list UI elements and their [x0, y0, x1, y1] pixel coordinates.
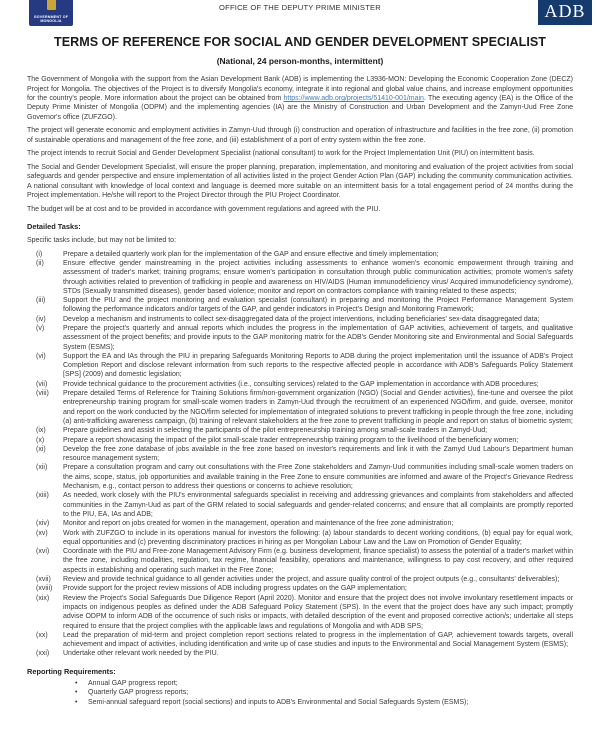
gov-logo-text-line2: MONGOLIA — [40, 19, 62, 24]
task-roman-numeral: (v) — [36, 325, 45, 332]
task-text: Work with ZUFZGO to include in its operations manual for investors the following: (a) labour standards to decent working conditions, (b) equal pay for equal work, equal opportunities and (c) preventing discriminatory practices in hiring as per Mongolian Labour Law and the Law on Promotion of Gender Equality; — [63, 529, 573, 546]
task-item — [27, 250, 573, 259]
intro-p1-text-after-link: . The executing agency (EA) is the Office of the Deputy Prime Minister of Mongolia (ODPM) and the implementing agencies (IA) are the Ministry of Construction and Urban Development and the Zamyn-Uud Free Zone Governor's office (ZUFZGO). — [27, 95, 573, 121]
task-item — [27, 575, 573, 584]
task-text: Prepare a report showcasing the impact of the pilot small-scale trader entrepreneurship training program to the livelihood of the beneficiary women; — [63, 436, 519, 444]
task-item — [27, 426, 573, 435]
task-roman-numeral: (xiii) — [36, 492, 49, 500]
task-roman-numeral: (ix) — [36, 427, 46, 435]
task-item — [27, 584, 573, 593]
task-roman-numeral: (xii) — [36, 464, 48, 472]
tasks-list — [27, 250, 573, 659]
task-item — [27, 324, 573, 352]
task-item — [27, 445, 573, 464]
intro-paragraph-5: The budget will be at cost and to be provided in accordance with government regulations and agreed with the PIU. — [27, 205, 381, 213]
task-item — [27, 436, 573, 445]
intro-p1-text-before-link: The Government of Mongolia with the support from the Asian Development Bank (ADB) is implementing the L3936-MON: Developing the Economic Cooperation Zone (DECZ) Project for Mongolia. The objectives of the Project is to diversify Mongolia's economy, integrate it into regional and global value chains, and increase employment opportunities for the country's people. More information about the project can be obtained from — [27, 76, 573, 102]
task-text: Develop a mechanism and instruments to collect sex-disaggregated data of the project interventions, including beneficiaries' sex-data disaggregated data; — [63, 315, 540, 323]
task-roman-numeral: (viii) — [36, 390, 49, 398]
document-header — [0, 0, 600, 28]
task-roman-numeral: (xxi) — [36, 650, 50, 658]
task-text: As needed, work closely with the PIU's environmental safeguards specialist in receiving and addressing grievances and complaints from stakeholders and affected communities in the Zamyn-Uud as part of the GRM related to social safeguards and gender-related concerns; and ensure that all complaints are promptly reported to the PIU, EA, IAs and ADB; — [63, 492, 573, 518]
task-text: Provide support for the project review missions of ADB including progress updates on the GAP implementation; — [63, 585, 407, 593]
intro-paragraph-4: The Social and Gender Development Specialist, will ensure the proper planning, preparation, implementation, and monitoring and evaluation of the project activities from social safeguards and gender perspective and ensure implementation of all activities listed in the project Gender Action Plan (GAP) including the community communication activities. A national consultant with knowledge of local context and language is deemed more suitable on an intermittent basis for a total engagement period of 24 months during the Project implementation. He/she will report to the Project Director through the PIU Project Coordinator. — [27, 164, 573, 200]
task-text: Ensure effective gender mainstreaming in the project activities including assessments to enhance women's economic empowerment through training and assessment of trader's market; training programs; ensure women's participation in consultation through public communication activities; promote women's safety through activities related to prevention of trafficking in people and awareness on HIV/AIDS (Human immunodeficiency virus/ Acquired immunodeficiency syndrome), STDs (Sexually transmitted diseases), gender based violence; monitor and report on contractors compliance with training related to these aspects; — [63, 259, 573, 295]
task-roman-numeral: (xvii) — [36, 576, 51, 584]
task-text: Develop the free zone database of jobs available in the free zone based on investor's requirements and link it with the Zamyd Uud Labour's Department human resource management system; — [63, 445, 573, 463]
task-text: Prepare a consultation program and carry out consultations with the Free Zone stakeholders and Zamyn-Uud communities including small-scale women traders on the aims, scope, status, job opportunities and available training in the Free Zone to ensure communities are informed and aware of the Project's Grievance Redress Mechanism, e.g., contact person to address their questions or concerns to achieve resolution; — [63, 464, 573, 491]
task-roman-numeral: (iv) — [36, 315, 46, 323]
reporting-item — [27, 688, 573, 698]
task-item — [27, 315, 573, 324]
office-title: OFFICE OF THE DEPUTY PRIME MINISTER — [219, 3, 381, 12]
project-url-link[interactable]: https://www.adb.org/projects/51410-001/main — [283, 95, 424, 102]
task-item — [27, 389, 573, 426]
task-item — [27, 519, 573, 528]
task-text: Provide technical guidance to the procurement activities (i.e., consulting services) related to the GAP implementation in accordance with ADB procedures; — [63, 380, 539, 388]
task-text: Coordinate with the PIU and Free-zone Management Advisory Firm (e.g. business development, finance specialist) to assess the potential of a trader's market within the free zone, including modalities, regulation, tax regime, financial feasibility, operations and maintenance, willingness to pay cost recovery, and other required aspects in establishing and operating such market in the Free Zone; — [63, 548, 573, 574]
task-roman-numeral: (xi) — [36, 445, 46, 453]
detailed-tasks-intro: Specific tasks include, but may not be limited to: — [27, 237, 177, 245]
task-roman-numeral: (vi) — [36, 352, 46, 360]
gov-logo-text-line1: GOVERNMENT OF — [33, 15, 69, 19]
task-item — [27, 463, 573, 491]
task-item — [27, 380, 573, 389]
task-roman-numeral: (xviii) — [36, 585, 53, 593]
task-roman-numeral: (xvi) — [36, 548, 50, 556]
reporting-item-text: Annual GAP progress report; — [88, 679, 178, 687]
task-item — [27, 631, 573, 650]
document-body — [0, 66, 600, 707]
task-text: Review the Project's Social Safeguards Due Diligence Report (April 2020). Monitor and ensure that the project does not involve involuntary resettlement impacts or impacts on indigenous peoples as defined under the ADB Safeguard Policy Statement (SPS). In the event that the project does have any such impact; promptly advise ODPM to inform ADB of the occurrence of such risks or impacts, with detailed description of the event and proposed corrective action/s; undertake all steps required to ensure that the project complies with the applicable laws and regulations of Mongolia and with ADB SPS; — [63, 594, 573, 630]
task-text: Lead the preparation of mid-term and project completion report sections related to progress in the implementation of GAP, achievement towards targets, overall achievement and impact of activities, including identification and write up of case studies and inputs to the Environmental and Social Management System (ESMS); — [63, 631, 573, 649]
reporting-item — [27, 679, 573, 689]
task-roman-numeral: (x) — [36, 436, 45, 444]
task-roman-numeral: (xv) — [36, 529, 48, 537]
task-text: Prepare a detailed quarterly work plan for the implementation of the GAP and ensure effective and timely implementation; — [63, 250, 439, 258]
document-subtitle: (National, 24 person-months, intermittent) — [216, 56, 384, 66]
task-item — [27, 296, 573, 315]
task-text: Support the PIU and the project monitoring and evaluation specialist (consultant) in preparing and monitoring the Project Performance Management System following the performance indicators and/or targets of the GAP, and gender indicators in Project's Design and Monitoring Framework; — [63, 297, 573, 314]
reporting-list — [27, 679, 573, 708]
intro-paragraph-3: The project intends to recruit Social and Gender Development Specialist (national consultant) to work for the Project Implementation Unit (PIU) on intermittent basis. — [27, 150, 535, 158]
task-item — [27, 649, 573, 658]
intro-paragraph-2: The project will generate economic and employment activities in Zamyn-Uud through (i) construction and operation of infrastructure and facilities in the free zone, (ii) promotion of sustainable operations and management of the free zone, and (iii) establishment of a port of entry system within the free zone. — [27, 127, 573, 144]
bullet-icon: • — [75, 679, 78, 687]
intro-paragraph-1 — [27, 75, 573, 122]
task-text: Undertake other relevant work needed by the PIU. — [63, 650, 219, 658]
task-item — [27, 529, 573, 548]
adb-logo-text: ADB — [544, 0, 586, 21]
reporting-item-text: Semi-annual safeguard report (social sections) and inputs to ADB's Environmental and Social Safeguards System (ESMS); — [88, 698, 469, 706]
task-roman-numeral: (xix) — [36, 594, 50, 602]
task-roman-numeral: (xiv) — [36, 520, 50, 528]
task-roman-numeral: (xx) — [36, 631, 48, 639]
reporting-item-text: Quarterly GAP progress reports; — [88, 689, 189, 697]
task-item — [27, 352, 573, 380]
task-roman-numeral: (i) — [36, 250, 43, 258]
task-text: Review and provide technical guidance to all gender activities under the project, and assure quality control of the project outputs (e.g., consultants' deliverables); — [63, 576, 560, 584]
adb-logo — [538, 0, 592, 25]
task-roman-numeral: (vii) — [36, 380, 48, 388]
task-item — [27, 491, 573, 519]
reporting-item — [27, 698, 573, 708]
task-item — [27, 547, 573, 575]
task-item — [27, 594, 573, 631]
task-text: Prepare detailed Terms of Reference for Training Solutions firm/non-government organization (NGO) (Social and Gender activities), fine-tune and oversee the pilot entrepreneurship training program for small-scale women traders in Zamyn-Uud through the recruitment of an experienced NGO/firm, and guide, oversee, monitor and report on the work conducted by the NGO/firm selected for implementation of integrated solutions to prevent trafficking in people through the free zone, including (a) anti-trafficking awareness campaign, (b) training of relevant stakeholders at the free zone to prevent trafficking in people and report on status of biometric system; — [63, 390, 573, 425]
task-text: Prepare guidelines and assist in selecting the participants of the pilot entrepreneurship training among small-scale traders in Zamyd-Uud; — [63, 427, 488, 435]
document-title: TERMS OF REFERENCE FOR SOCIAL AND GENDER DEVELOPMENT SPECIALIST — [54, 35, 546, 49]
task-text: Monitor and report on jobs created for women in the management, operation and maintenance of the free zone administration; — [63, 520, 454, 528]
task-text: Prepare the project's quarterly and annual reports which includes the progress in the implementation of GAP activities, achievement of targets, and qualitative assessment of the project benefits; and provide inputs to the GAP monitoring matrix for the ADB's Gender Monitoring site and Environmental and Social Safeguards System (ESMS); — [63, 325, 573, 351]
task-text: Support the EA and IAs through the PIU in preparing Safeguards Monitoring Reports to ADB during the project implementation until the issuance of ADB's Project Completion Report and disclose relevant information from such reports to the respective affected people in accordance with ADB's Safeguards Policy Statement [SPS] (2009) and domestic legislation; — [63, 352, 573, 379]
reporting-requirements-heading: Reporting Requirements: — [27, 666, 116, 676]
bullet-icon: • — [75, 689, 78, 697]
task-roman-numeral: (iii) — [36, 297, 46, 305]
task-roman-numeral: (ii) — [36, 259, 44, 267]
detailed-tasks-heading: Detailed Tasks: — [27, 222, 81, 232]
task-item — [27, 259, 573, 296]
bullet-icon: • — [75, 698, 78, 706]
